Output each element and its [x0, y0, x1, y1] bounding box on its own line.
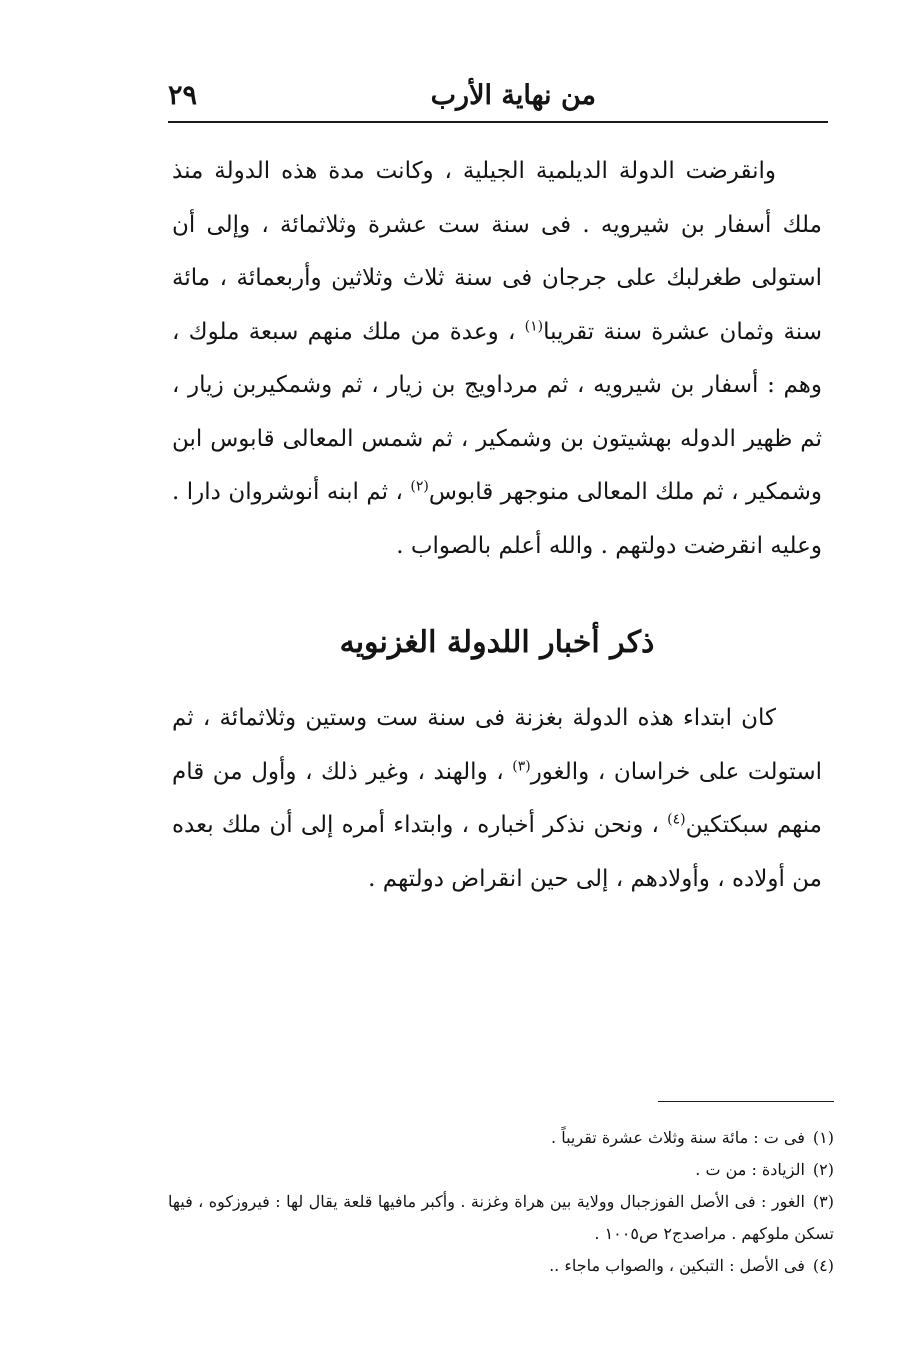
footnote-4-number: (٤) — [812, 1256, 834, 1275]
paragraph-2-text — [172, 692, 822, 906]
paragraph-1-part-1: وانقرضت الدولة الديلمية الجيلية ، وكانت مدة هذه الدولة منذ ملك أسفار بن شيرويه . فى سنة ست عشرة وثلاثمائة ، وإلى أن استولى طغرلبك على جرجان فى سنة ثلاث وثلاثين وأربعمائة ، مائة سنة وثمان عشرة سنة تقريبا — [172, 158, 823, 345]
page-header — [168, 74, 828, 122]
header-divider — [168, 121, 828, 123]
footnote-2-number: (٢) — [812, 1160, 834, 1179]
footnotes — [168, 1122, 834, 1282]
paragraph-2-part-3: ، ونحن نذكر أخباره ، وابتداء أمره إلى أن ملك بعده من أولاده ، وأولادهم ، إلى حين انقراض دولتهم . — [172, 812, 822, 892]
footnote-divider — [658, 1101, 834, 1102]
paragraph-2 — [172, 692, 822, 906]
paragraph-1-part-2: ، وعدة من ملك منهم سبعة ملوك ، وهم : أسفار بن شيرويه ، ثم مرداويج بن زيار ، ثم وشمكيربن زيار ، ثم ظهير الدوله بهشيتون بن وشمكير ، ثم شمس المعالى قابوس ابن وشمكير ، ثم ملك المعالى منوجهر قابوس — [172, 318, 822, 505]
paragraph-1 — [172, 145, 822, 573]
footnote-1-number: (١) — [812, 1128, 834, 1147]
footnote-marker-2: (٢) — [410, 478, 429, 495]
footnote-1-text: فى ت : مائة سنة وثلاث عشرة تقريباً . — [551, 1128, 805, 1147]
footnote-2-text: الزيادة : من ت . — [695, 1160, 805, 1179]
paragraph-1-text — [172, 145, 822, 573]
footnote-3 — [168, 1186, 834, 1250]
paragraph-2-part-2: ، والهند ، وغير ذلك ، وأول من قام منهم سبكتكين — [172, 758, 822, 838]
footnote-1 — [168, 1122, 834, 1154]
footnote-2 — [168, 1154, 834, 1186]
paragraph-1-part-3: ، ثم ابنه أنوشروان دارا . وعليه انقرضت دولتهم . والله أعلم بالصواب . — [172, 479, 822, 559]
footnote-marker-1: (١) — [524, 317, 544, 334]
footnote-4 — [168, 1250, 834, 1282]
footnote-3-number: (٣) — [812, 1192, 834, 1211]
section-heading: ذكر أخبار اللدولة الغزنويه — [339, 625, 655, 660]
footnote-marker-3: (٣) — [512, 757, 531, 774]
footnote-3-text: الغور : فى الأصل الفوزجبال وولاية بين هراة وغزنة . وأكبر مافيها قلعة يقال لها : فيروزكوه ، فيها تسكن ملوكهم . مراصدج٢ ص١٠٠٥ . — [168, 1192, 834, 1243]
page-number: ٢٩ — [168, 80, 198, 111]
footnote-4-text: فى الأصل : التبكين ، والصواب ماجاء .. — [549, 1256, 805, 1275]
paragraph-2-part-1: كان ابتداء هذه الدولة بغزنة فى سنة ست وستين وثلاثمائة ، ثم استولت على خراسان ، والغور — [172, 705, 822, 785]
footnote-marker-4: (٤) — [667, 811, 686, 828]
running-title: من نهاية الأرب — [430, 80, 596, 111]
